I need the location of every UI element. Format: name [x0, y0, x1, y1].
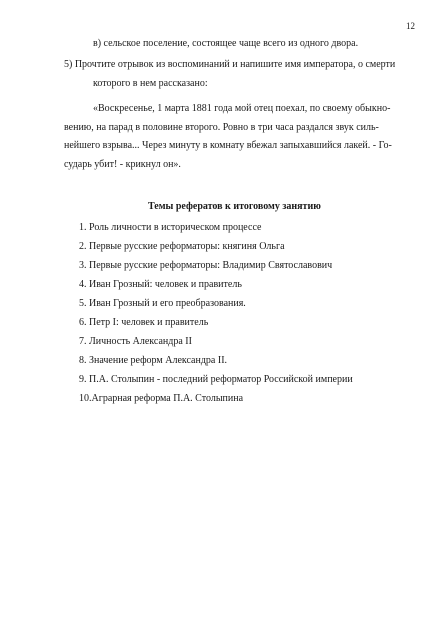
topic-item: 3. Первые русские реформаторы: Владимир Святославович — [79, 260, 333, 271]
quote-line-3: нейшего взрыва... Через минуту в комнату вбежал запыхавшийся лакей. - Го- — [64, 140, 392, 151]
quote-line-4: сударь убит! - крикнул он». — [64, 159, 181, 170]
page-number: 12 — [406, 21, 415, 31]
topic-item: 10.Аграрная реформа П.А. Столыпина — [79, 393, 244, 404]
quote-line-2: вению, на парад в половине второго. Ровно в три часа раздался звук силь- — [64, 122, 379, 133]
topic-item: 5. Иван Грозный и его преобразования. — [79, 298, 246, 309]
topic-item: 2. Первые русские реформаторы: княгиня Ольга — [79, 241, 285, 252]
topic-item: 4. Иван Грозный: человек и правитель — [79, 279, 242, 290]
text-line-2: 5) Прочтите отрывок из воспоминаний и напишите имя императора, о смерти — [64, 59, 396, 70]
text-line-3: которого в нем рассказано: — [93, 78, 208, 89]
topic-item: 8. Значение реформ Александра II. — [79, 355, 228, 366]
topic-item: 9. П.А. Столыпин - последний реформатор Российской империи — [79, 374, 353, 385]
topic-item: 6. Петр I: человек и правитель — [79, 317, 209, 328]
topic-item: 1. Роль личности в историческом процессе — [79, 222, 262, 233]
text-line-1: в) сельское поселение, состоящее чаще всего из одного двора. — [93, 38, 359, 49]
quote-line-1: «Воскресенье, 1 марта 1881 года мой отец поехал, по своему обыкно- — [93, 103, 391, 114]
topics-heading: Темы рефератов к итоговому занятию — [148, 201, 321, 212]
topic-item: 7. Личность Александра II — [79, 336, 192, 347]
